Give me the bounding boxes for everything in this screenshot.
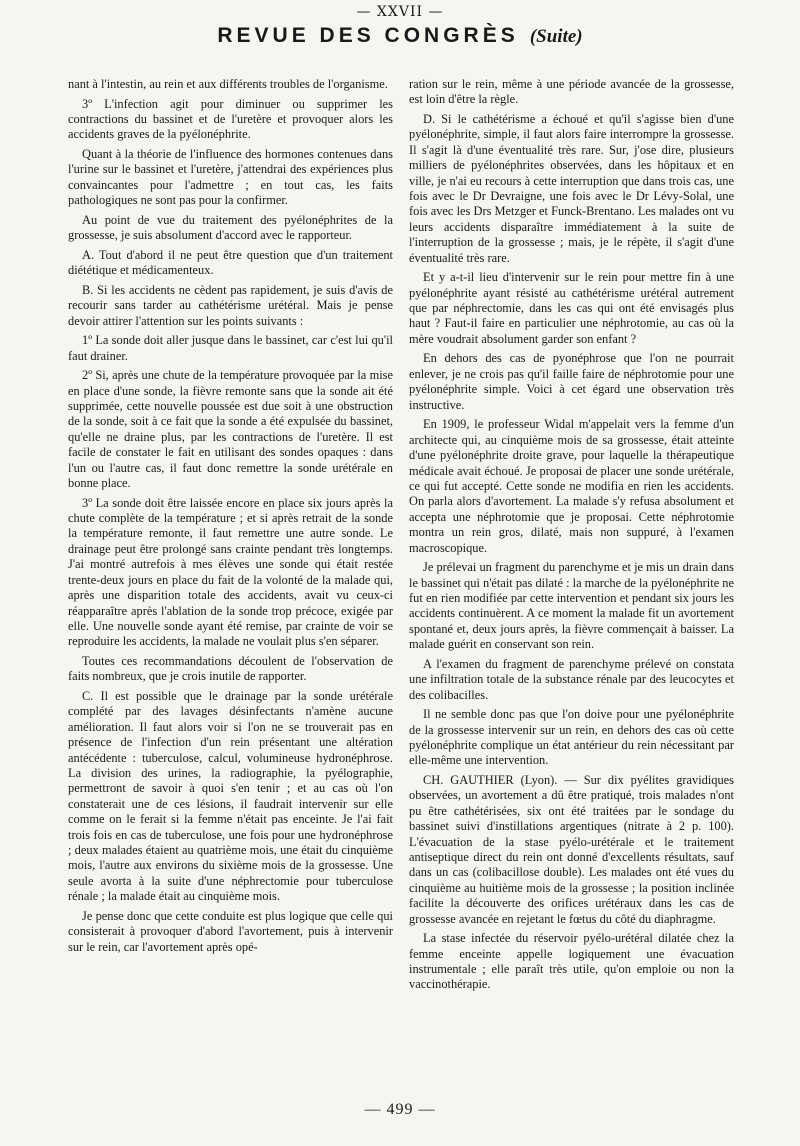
- paragraph: Je pense donc que cette conduite est plus logique que celle qui consisterait à provoquer d'abord l'avortement, puis à intervenir sur le rein, car l'avortement après opé-: [68, 908, 393, 954]
- paragraph: Et y a-t-il lieu d'intervenir sur le rein pour mettre fin à une pyélonéphrite ayant résisté au cathétérisme urétéral autrement que par néphrectomie, dans les cas qui ont été envisagés plus haut ? Faut-il faire en particulier une néphrotomie, au cas où la mère voudrait absolument garder son enfant ?: [409, 270, 734, 346]
- paragraph: Je prélevai un fragment du parenchyme et je mis un drain dans le bassinet qui n'était pas dilaté : la marche de la pyélonéphrite ne fut en rien modifiée par cette intervention et pendant six jours les accidents continuèrent. A ce moment la malade fit un avortement spontané et, deux jours après, la fièvre commençait à baisser. La malade guérit en conservant son rein.: [409, 560, 734, 652]
- paragraph: B. Si les accidents ne cèdent pas rapidement, je suis d'avis de recourir sans tarder au cathétérisme urétéral. Mais je pense devoir attirer l'attention sur les points suivants :: [68, 282, 393, 328]
- paragraph: D. Si le cathétérisme a échoué et qu'il s'agisse bien d'une pyélonéphrite, simple, il faut alors faire interrompre la grossesse. Il s'agit là d'une éventualité très rare. Sur, j'ose dire, plusieurs milliers de pyélonéphrites observées, dans les hôpitaux et en ville, je n'ai eu recours à cette interruption que dans trois cas, une fois avec le Dr Devraigne, une fois avec le Dr Lévy-Solal, une fois avec les Drs Metzger et Funck-Brentano. Les malades ont vu leurs accidents disparaître immédiatement à la suite de l'interruption de la grossesse ; mais, je le répète, il s'agit d'une éventualité très rare.: [409, 112, 734, 265]
- paragraph: Toutes ces recommandations découlent de l'observation de faits nombreux, que je crois inutile de rapporter.: [68, 653, 393, 684]
- roman-page-number: — XXVII —: [356, 4, 444, 20]
- paragraph: nant à l'intestin, au rein et aux différents troubles de l'organisme.: [68, 77, 388, 91]
- paragraph: En dehors des cas de pyonéphrose que l'on ne pourrait enlever, je ne crois pas qu'il faille faire de néphrotomie pour une pyélonéphrite simple. Voici à cet égard une observation très instructive.: [409, 351, 734, 412]
- page-title: [0, 24, 800, 48]
- paragraph: 3º La sonde doit être laissée encore en place six jours après la chute complète de la température ; et si après retrait de la sonde la température remonte, il faut remettre une autre sonde. Le drainage peut être prolongé sans crainte pendant très longtemps. J'ai montré autrefois à mes élèves une sonde qui était restée trente-deux jours en place du fait de la volonté de la malade qui, après une disparition totale des accidents, avait vu ceux-ci réapparaître après l'ablation de la sonde trop précoce, exigée par elle. Une nouvelle sonde ayant été remise, par crainte de voir se reproduire les accidents, la malade ne voulait plus s'en séparer.: [68, 495, 393, 649]
- paragraph: CH. GAUTHIER (Lyon). — Sur dix pyélites gravidiques observées, un avortement a dû être pratiqué, trois malades n'ont pu être cathétérisées, six ont été traitées par le sondage du bassinet suivi d'instillations argentiques (nitrate à 2 p. 100). L'évacuation de la stase pyélo-urétérale et le traitement antiseptique direct du rein ont donné d'excellents résultats, sauf dans un cas (colibacillose double). Les malades ont été vues du cinquième au huitième mois de la grossesse ; la position inclinée facilite la découverte des orifices urétéraux dans les cas de grossesse avancée en rejetant le fœtus du côté du diaphragme.: [409, 772, 734, 926]
- left-column: [68, 77, 393, 959]
- paragraph: 3º L'infection agit pour diminuer ou supprimer les contractions du bassinet et de l'uretère et provoquer alors les accidents graves de la pyélonéphrite.: [68, 96, 393, 142]
- paragraph: C. Il est possible que le drainage par la sonde urétérale complété par des lavages désinfectants n'amène aucune amélioration. Il faut alors voir si l'on ne se trouverait pas en présence de l'infection d'un rein présentant une altération antécédente : tuberculose, calcul, volumineuse hydronéphrose. La division des urines, la radiographie, la pyélographie, permettront de savoir à quoi s'en tenir ; et au cas où l'on constaterait une de ces lésions, il faudrait intervenir sur elle comme on le ferait si la femme n'était pas enceinte. Je l'ai fait trois fois en cas de tuberculose, une fois pour une hydronéphrose ; deux malades étaient au quatrième mois, une était du cinquième mois, l'autre aux environs du sixième mois de la grossesse. Une seule avorta à la suite d'une néphrectomie pour tuberculose rénale ; la malade était au cinquième mois.: [68, 688, 393, 904]
- right-column: [409, 77, 734, 997]
- page-number: — 499 —: [364, 1101, 436, 1118]
- paragraph: Quant à la théorie de l'influence des hormones contenues dans l'urine sur le bassinet et l'uretère, j'attendrai des expériences plus convaincantes pour l'admettre ; en tout cas, les faits pathologiques ne sont pas pour la confirmer.: [68, 147, 393, 208]
- title-suite: (Suite): [529, 26, 583, 47]
- paragraph: Au point de vue du traitement des pyélonéphrites de la grossesse, je suis absolument d'accord avec le rapporteur.: [68, 212, 393, 243]
- paragraph: 2º Si, après une chute de la température provoquée par la mise en place d'une sonde, la fièvre remonte sans que la sonde ait été supprimée, cette nouvelle poussée est due soit à une obstruction de la sonde, soit à ce fait que la sonde a été expulsée du bassinet, qu'elle ne draine plus, par les contractions de l'uretère. Il est facile de constater le fait en utilisant des sondes opaques : dans l'un ou l'autre cas, il faut donc remettre la sonde urétérale en bonne place.: [68, 368, 393, 491]
- paragraph: En 1909, le professeur Widal m'appelait vers la femme d'un architecte qui, au cinquième mois de sa grossesse, était atteinte d'une pyélonéphrite droite grave, pour laquelle la thérapeutique médicale avait échoué. Je proposai de placer une sonde urétérale, ce qui fut accepté. Cette sonde ne modifia en rien les accidents. On parla alors d'avortement. La malade s'y refusa absolument et accepta une néphrotomie que je proposai. Cette néphrotomie montra un rein gros, dilaté, mais non suppuré, à l'examen macroscopique.: [409, 417, 734, 555]
- paragraph: Il ne semble donc pas que l'on doive pour une pyélonéphrite de la grossesse intervenir sur un rein, en dehors des cas où cette pyélonéphrite complique un état antérieur du rein nécessitant par elle-même une intervention.: [409, 707, 734, 768]
- paragraph: ration sur le rein, même à une période avancée de la grossesse, est loin d'être la règle.: [409, 77, 734, 107]
- paragraph: La stase infectée du réservoir pyélo-urétéral dilatée chez la femme enceinte appelle logiquement une évacuation instrumentale ; elle paraît très utile, qu'on emploie ou non la vaccinothérapie.: [409, 931, 734, 992]
- journal-title: REVUE DES CONGRÈS: [217, 24, 519, 47]
- paragraph: A l'examen du fragment de parenchyme prélevé on constata une infiltration totale de la substance rénale par des leucocytes et des colibacilles.: [409, 656, 734, 702]
- paragraph: A. Tout d'abord il ne peut être question que d'un traitement diététique et médicamenteux.: [68, 247, 393, 278]
- paragraph: 1º La sonde doit aller jusque dans le bassinet, car c'est lui qu'il faut drainer.: [68, 333, 393, 363]
